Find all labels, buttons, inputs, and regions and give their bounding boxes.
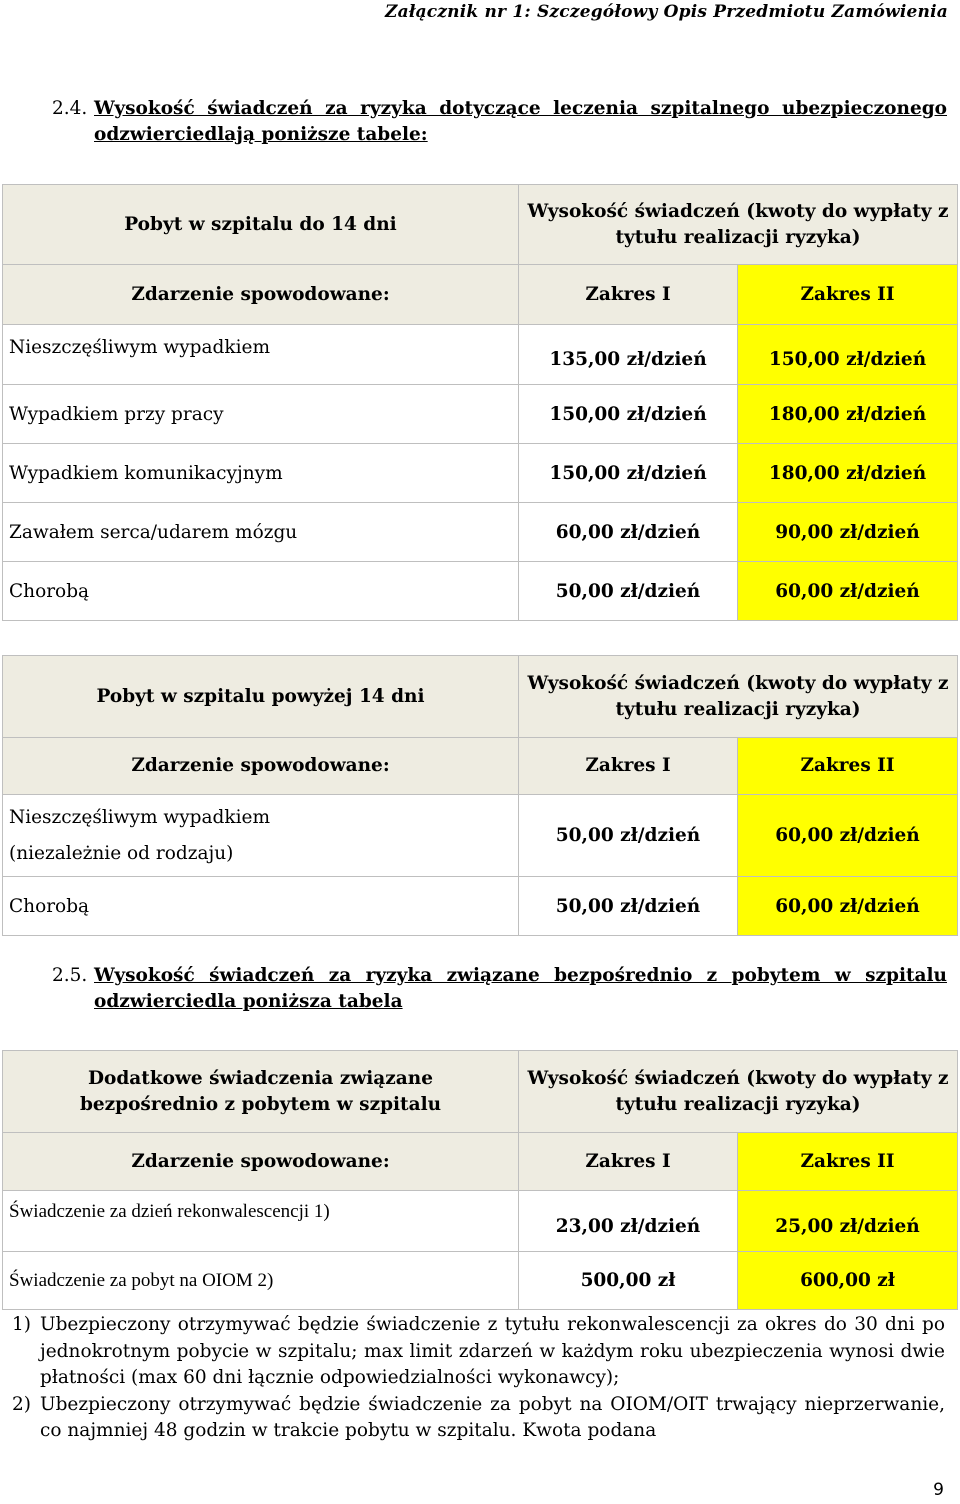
zakres-2-value: 60,00 zł/dzień	[738, 877, 958, 936]
footnotes	[12, 1312, 945, 1445]
row-label: Świadczenie za dzień rekonwalescencji 1)	[3, 1191, 519, 1252]
amount-header: Wysokość świadczeń (kwoty do wypłaty z tytułu realizacji ryzyka)	[519, 185, 958, 265]
zakres-1-value: 60,00 zł/dzień	[519, 503, 738, 562]
table-title: Dodatkowe świadczenia związane bezpośrednio z pobytem w szpitalu	[3, 1051, 519, 1133]
footnote	[12, 1312, 945, 1392]
zakres-1-value: 50,00 zł/dzień	[519, 562, 738, 621]
section-number: 2.4.	[52, 98, 88, 119]
footnote-number: 2)	[12, 1393, 31, 1415]
row-label: Świadczenie za pobyt na OIOM 2)	[3, 1252, 519, 1310]
col-zakres-2: Zakres II	[738, 265, 958, 325]
col-zakres-1: Zakres I	[519, 265, 738, 325]
footnote	[12, 1392, 945, 1445]
row-label: Chorobą	[3, 877, 519, 936]
amount-header: Wysokość świadczeń (kwoty do wypłaty z tytułu realizacji ryzyka)	[519, 1051, 958, 1133]
event-label: Zdarzenie spowodowane:	[3, 265, 519, 325]
row-label: Zawałem serca/udarem mózgu	[3, 503, 519, 562]
event-label: Zdarzenie spowodowane:	[3, 738, 519, 795]
table-row	[3, 877, 958, 936]
zakres-2-value: 90,00 zł/dzień	[738, 503, 958, 562]
row-label: Nieszczęśliwym wypadkiem	[3, 325, 519, 385]
table-row	[3, 562, 958, 621]
zakres-1-value: 150,00 zł/dzień	[519, 444, 738, 503]
zakres-2-value: 150,00 zł/dzień	[738, 325, 958, 385]
section-2-5-title	[52, 963, 947, 1015]
section-number: 2.5.	[52, 965, 88, 986]
zakres-1-value: 23,00 zł/dzień	[519, 1191, 738, 1252]
zakres-1-value: 500,00 zł	[519, 1252, 738, 1310]
page-header: Załącznik nr 1: Szczegółowy Opis Przedmiotu Zamówienia	[385, 2, 948, 22]
row-label-line-2: (niezależnie od rodzaju)	[9, 842, 234, 864]
col-zakres-2: Zakres II	[738, 1133, 958, 1191]
table-row	[3, 1252, 958, 1310]
table-row	[3, 444, 958, 503]
zakres-2-value: 60,00 zł/dzień	[738, 795, 958, 877]
table-additional-benefits	[2, 1050, 958, 1310]
table-title: Pobyt w szpitalu do 14 dni	[3, 185, 519, 265]
row-label-line-1: Nieszczęśliwym wypadkiem	[9, 806, 271, 828]
table-row	[3, 385, 958, 444]
table-row	[3, 503, 958, 562]
table-title: Pobyt w szpitalu powyżej 14 dni	[3, 656, 519, 738]
footnote-text: Ubezpieczony otrzymywać będzie świadczenie z tytułu rekonwalescencji za okres do 30 dni po jednokrotnym pobycie w szpitalu; max limit zdarzeń w każdym roku ubezpieczenia wynosi dwie płatności (max 60 dni łącznie odpowiedzialności wykonawcy);	[40, 1314, 945, 1388]
row-label	[3, 795, 519, 877]
table-row	[3, 325, 958, 385]
page-number: 9	[933, 1480, 944, 1500]
zakres-2-value: 180,00 zł/dzień	[738, 444, 958, 503]
col-zakres-2: Zakres II	[738, 738, 958, 795]
event-label: Zdarzenie spowodowane:	[3, 1133, 519, 1191]
footnote-number: 1)	[12, 1314, 31, 1335]
section-text: Wysokość świadczeń za ryzyka związane bezpośrednio z pobytem w szpitalu odzwierciedla poniższa tabela	[94, 965, 947, 1012]
row-label: Wypadkiem przy pracy	[3, 385, 519, 444]
row-label: Wypadkiem komunikacyjnym	[3, 444, 519, 503]
footnote-text: Ubezpieczony otrzymywać będzie świadczenie za pobyt na OIOM/OIT trwający nieprzerwanie, co najmniej 48 godzin w trakcie pobytu w szpitalu. Kwota podana	[40, 1393, 945, 1441]
row-label: Chorobą	[3, 562, 519, 621]
zakres-2-value: 60,00 zł/dzień	[738, 562, 958, 621]
amount-header: Wysokość świadczeń (kwoty do wypłaty z tytułu realizacji ryzyka)	[519, 656, 958, 738]
table-stay-over-14-days	[2, 655, 958, 936]
col-zakres-1: Zakres I	[519, 1133, 738, 1191]
section-text: Wysokość świadczeń za ryzyka dotyczące leczenia szpitalnego ubezpieczonego odzwierciedlają poniższe tabele:	[94, 98, 947, 145]
zakres-2-value: 600,00 zł	[738, 1252, 958, 1310]
zakres-2-value: 180,00 zł/dzień	[738, 385, 958, 444]
table-row	[3, 1191, 958, 1252]
col-zakres-1: Zakres I	[519, 738, 738, 795]
table-stay-up-to-14-days	[2, 184, 958, 621]
table-row	[3, 795, 958, 877]
zakres-1-value: 50,00 zł/dzień	[519, 795, 738, 877]
section-2-4-title	[52, 96, 947, 148]
zakres-1-value: 50,00 zł/dzień	[519, 877, 738, 936]
zakres-1-value: 150,00 zł/dzień	[519, 385, 738, 444]
zakres-1-value: 135,00 zł/dzień	[519, 325, 738, 385]
zakres-2-value: 25,00 zł/dzień	[738, 1191, 958, 1252]
